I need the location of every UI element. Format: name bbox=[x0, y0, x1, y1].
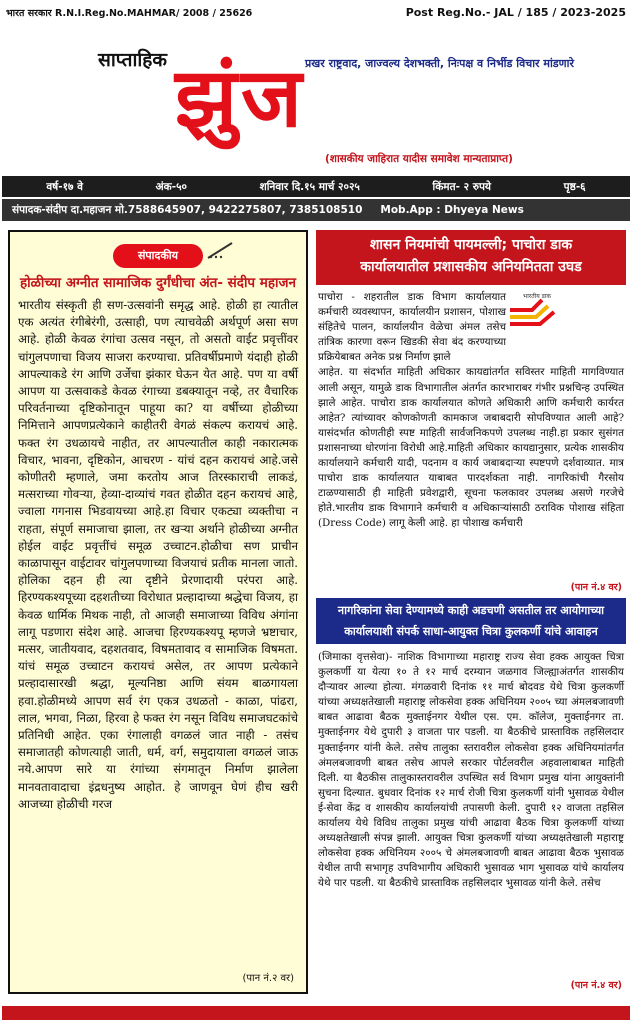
editor-contact: संपादक-संदीप दा.महाजन मो.7588645907, 9422275807, 7385108510 bbox=[12, 204, 363, 216]
info-year: वर्ष-१७ वे bbox=[46, 180, 83, 193]
info-issue: अंक-५० bbox=[155, 180, 188, 193]
india-post-logo bbox=[502, 290, 572, 336]
bottom-bar bbox=[2, 1006, 630, 1020]
editorial-tag: संपादकीय bbox=[113, 244, 203, 268]
editorial-box bbox=[8, 230, 308, 994]
weekly-label: साप्ताहिक bbox=[98, 49, 167, 71]
editor-bar bbox=[2, 199, 630, 221]
issue-info-bar bbox=[2, 176, 630, 197]
article2-headline: नागरिकांना सेवा देण्यामध्ये काही अडचणी असतील तर आयोगाच्या कार्यालयाशी संपर्क साधा-आयुक्त चित्रा कुलकर्णी यांचे आवाहन bbox=[316, 598, 626, 644]
info-pages: पृष्ठ-६ bbox=[563, 180, 586, 193]
rni-registration: भारत सरकार R.N.I.Reg.No.MAHMAR/ 2008 / 25626 bbox=[6, 8, 253, 19]
post-registration: Post Reg.No.- JAL / 185 / 2023-2025 bbox=[405, 6, 626, 19]
info-price: किंमत- २ रुपये bbox=[432, 180, 492, 193]
article1-continued: (पान नं.४ वर) bbox=[570, 582, 622, 593]
editorial-body: भारतीय संस्कृती ही सण-उत्सवांनी समृद्ध आहे. होळी हा त्यातील एक अत्यंत रंगीबेरंगी, उत्साही, पण त्याचवेळी अर्थपूर्ण असा सण आहे. होळी केवळ रंगांचा उत्सव नसून, तो असतो वाईट प्रवृत्तींवर चांगुलपणाचा विजय साजरा करण्याचा. प्रतिवर्षीप्रमाणे यंदाही होळी आपल्याकडे रंग आणि उर्जेचा झंकार घेऊन येत आहे. पण या वर्षी आपण या उत्सवाकडे केवळ रंगाच्या डबक्यातून नव्हे, तर वैचारिक परिवर्तनाच्या दृष्टिकोनातून पाहूया का? या वर्षीच्या होळीच्या निमित्ताने आपणप्रत्येकाने काहीतरी वेगळं संकल्प करायचं आहे. फक्त रंग उधळायचे नाहीत, तर आपल्यातील काही नकारात्मक विचार, भावना, दृष्टिकोन, आचरण - यांचं दहन करायचं आहे.जसे कोणीतरी म्हणाले, जमा करतोय आज तिरस्काराची लाकडं, मत्सराच्या गोवऱ्या, हेव्या-दाव्यांचं गवत होळीत दहन करायचं आहे, ज्वाला गगनास भिडवायच्या आहे.हा विचार एकट्या व्यक्तीचा न राहता, संपूर्ण समाजाचा झाला, तर खऱ्या अर्थाने होळीच्या अग्नीत होईल वाईट प्रवृत्तींचं समूळ उच्चाटन.होळीचा सण प्राचीन काळापासून वाईटावर चांगुलपणाच्या विजयाचं प्रतीक मानला जातो. होलिका दहन ही त्या दृष्टीने प्रेरणादायी परंपरा आहे. हिरण्यकश्यपूच्या दहशतीच्या विरोधात प्रल्हादाच्या श्रद्धेचा विजय, हा केवळ धार्मिक मिथक नाही, तो आजही समाजाच्या विविध अंगांना लागू पडणारा संदेश आहे. आजचा हिरण्यकश्यपू म्हणजे भ्रष्टाचार, मत्सर, जातीयवाद, दहशतवाद, विषमतावाद व सामाजिक विषमता. यांचं समूळ उच्चाटन करायचं असेल, तर आपण प्रत्येकाने प्रल्हादासारखी श्रद्धा, मूल्यनिष्ठा आणि संयम बाळगायला हवा.होळीमध्ये आपण सर्व रंग एकत्र उधळतो - काळा, पांढरा, लाल, भगवा, निळा, हिरवा हे फक्त रंग नसून विविध समाजघटकांचे प्रतिनिधी आहेत. एका रंगालाही वगळलं जात नाही - तसंच समाजातही कोणत्याही जाती, धर्म, वर्ग, समुदायाला वगळलं जाऊ नये.आपण सारे या रंगांच्या संगमातून निर्माण झालेला मानवतावादाचा इंद्रधनुष्य आहोत. हे जाणवून घेणं हीच खरी आजच्या होळीची गरज bbox=[18, 298, 298, 811]
registration-line bbox=[6, 4, 626, 20]
editorial-title: होळीच्या अग्नीत सामाजिक दुर्गंधीचा अंत- संदीप महाजन bbox=[19, 275, 297, 291]
recognition-notice: (शासकीय जाहिरात यादीस समावेश मान्यताप्राप्त) bbox=[325, 153, 513, 165]
article1-headline: शासन नियमांची पायमल्ली; पाचोरा डाक कार्यालयातील प्रशासकीय अनियमितता उघड bbox=[316, 230, 626, 285]
tagline: प्रखर राष्ट्रवाद, जाज्वल्य देशभक्ती, निःपक्ष व निर्भीड विचार मांडणारे bbox=[305, 57, 574, 70]
editorial-continued: (पान नं.२ वर) bbox=[242, 973, 294, 984]
pen-icon bbox=[206, 240, 236, 260]
article2-body: (जिमाका वृत्तसेवा)- नाशिक विभागाच्या महाराष्ट्र राज्य सेवा हक्क आयुक्त चित्रा कुलकर्णी या येत्या १० ते १२ मार्च दरम्यान जळगाव जिल्ह्याअंतर्गत शासकीय दौऱ्यावर आल्या होत्या. मंगळवारी दिनांक ११ मार्च बोदवड येथे चित्रा कुलकर्णी यांच्या अध्यक्षतेखाली महाराष्ट्र लोकसेवा हक्क अधिनियम २००५ च्या अंमलबजावणी बाबत आढावा बैठक मुक्ताईनगर येथील एस. एम. कॉलेज, मुक्ताईनगर ता. मुक्ताईनगर येथे दुपारी ३ वाजता पार पडली. या बैठकीचे प्रास्ताविक तहसिलदार मुक्ताईनगर यांनी केले. तसेच तालुका स्तरावरील लोकसेवा हक्क अधिनियमांतर्गत अंमलबजावणी बाबत तसेच आपले सरकार पोर्टलवरील अहवालाबाबत माहिती दिली. या बैठकीस तालुकास्तरावरील उपस्थित सर्व विभाग प्रमुख यांना आयुक्तांनी सुचना दिल्यात. बुधवार दिनांक १२ मार्च रोजी चित्रा कुलकर्णी यांनी भुसावळ येथील ई-सेवा केंद्र व शासकीय कार्यालयांची तपासणी केली. दुपारी १२ वाजता तहसिल कार्यालय येथे विविध तालुका प्रमुख यांची आढावा बैठक चित्रा कुलकर्णी यांच्या अध्यक्षतेखाली संपन्न झाली. आयुक्त चित्रा कुलकर्णी यांच्या अध्यक्षतेखाली महाराष्ट्र लोकसेवा हक्क अधिनियम २००५ चे अंमलबजावणी बाबत आढावा बैठक भुसावळ येथील तापी सभागृह उपविभागीय अधिकारी भुसावळ भाग भुसावळ यांचे कार्यालय येथे पार पडली. या बैठकीचे प्रास्ताविक तहसिलदार भुसावळ यांनी केले. तसेच bbox=[318, 651, 624, 890]
newspaper-masthead: झुंज bbox=[175, 50, 306, 146]
article1-lead: पाचोरा - शहरातील डाक विभाग कार्यालयात कर्मचारी व्यवस्थापन, कार्यालयीन प्रशासन, पोशाख संहितेचे पालन, कार्यालयीन वेळेचा अंमल तसेच तांत्रिक कारणा वरून खिडकी सेवा बंद करण्याच्या प्रक्रियेबाबत अनेक प्रश्न निर्माण झाले bbox=[318, 291, 506, 364]
mobile-app: Mob.App : Dhyeya News bbox=[380, 204, 524, 216]
svg-text:भारतीय डाक: भारतीय डाक bbox=[523, 293, 551, 300]
article2-continued: (पान नं.४ वर) bbox=[570, 980, 622, 991]
info-date: शनिवार दि.१५ मार्च २०२५ bbox=[259, 180, 360, 193]
article1-body: पाचोरा - शहरातील डाक विभाग कार्यालयात कर्मचारी व्यवस्थापन, कार्यालयीन प्रशासन, पोशाख संहितेचे पालन, कार्यालयीन वेळेचा अंमल तसेच तांत्रिक कारणा वरून खिडकी सेवा बंद करण्याच्या प्रक्रियेबाबत अनेक प्रश्न निर्माण झाले भारतीय डाक आहेत. या संदर्भात माहिती अधिकार कायद्यांतर्गत सविस्तर माहिती मागविण्यात आली असून, यामुळे डाक विभागातील अंतर्गत कारभाराबर गंभीर प्रश्नचिन्ह उपस्थित झाले आहेत. पाचोरा डाक कार्यालयात कोणते अधिकारी आणि कर्मचारी कार्यरत आहेत? त्यांच्यावर कोणकोणती कामकाज जबाबदारी सोपविण्यात आली आहे? यासंदर्भात कोणतीही स्पष्ट माहिती सार्वजनिकपणे उपलब्ध नाही.हा प्रकार सुसंगत प्रशासनाच्या धोरणांना विरोधी आहे.माहिती अधिकार कायद्यानुसार, प्रत्येक शासकीय कार्यालयाने कर्मचारी यादी, पदनाम व कार्य जबाबदाऱ्या स्पष्टपणे दर्शवाव्यात. मात्र पाचोरा डाक कार्यालयात याबाबत पारदर्शकता नाही. नागरिकांची गैरसोय टाळण्यासाठी ही माहिती प्रवेशद्वारी, सूचना फलकावर उपलब्ध असणे गरजेचे होते.भारतीय डाक विभागाने कर्मचारी व अधिकाऱ्यांसाठी ठराविक पोशाख संहिता (Dress Code) लागू केली आहे. हा पोशाख कर्मचारी bbox=[318, 291, 624, 530]
